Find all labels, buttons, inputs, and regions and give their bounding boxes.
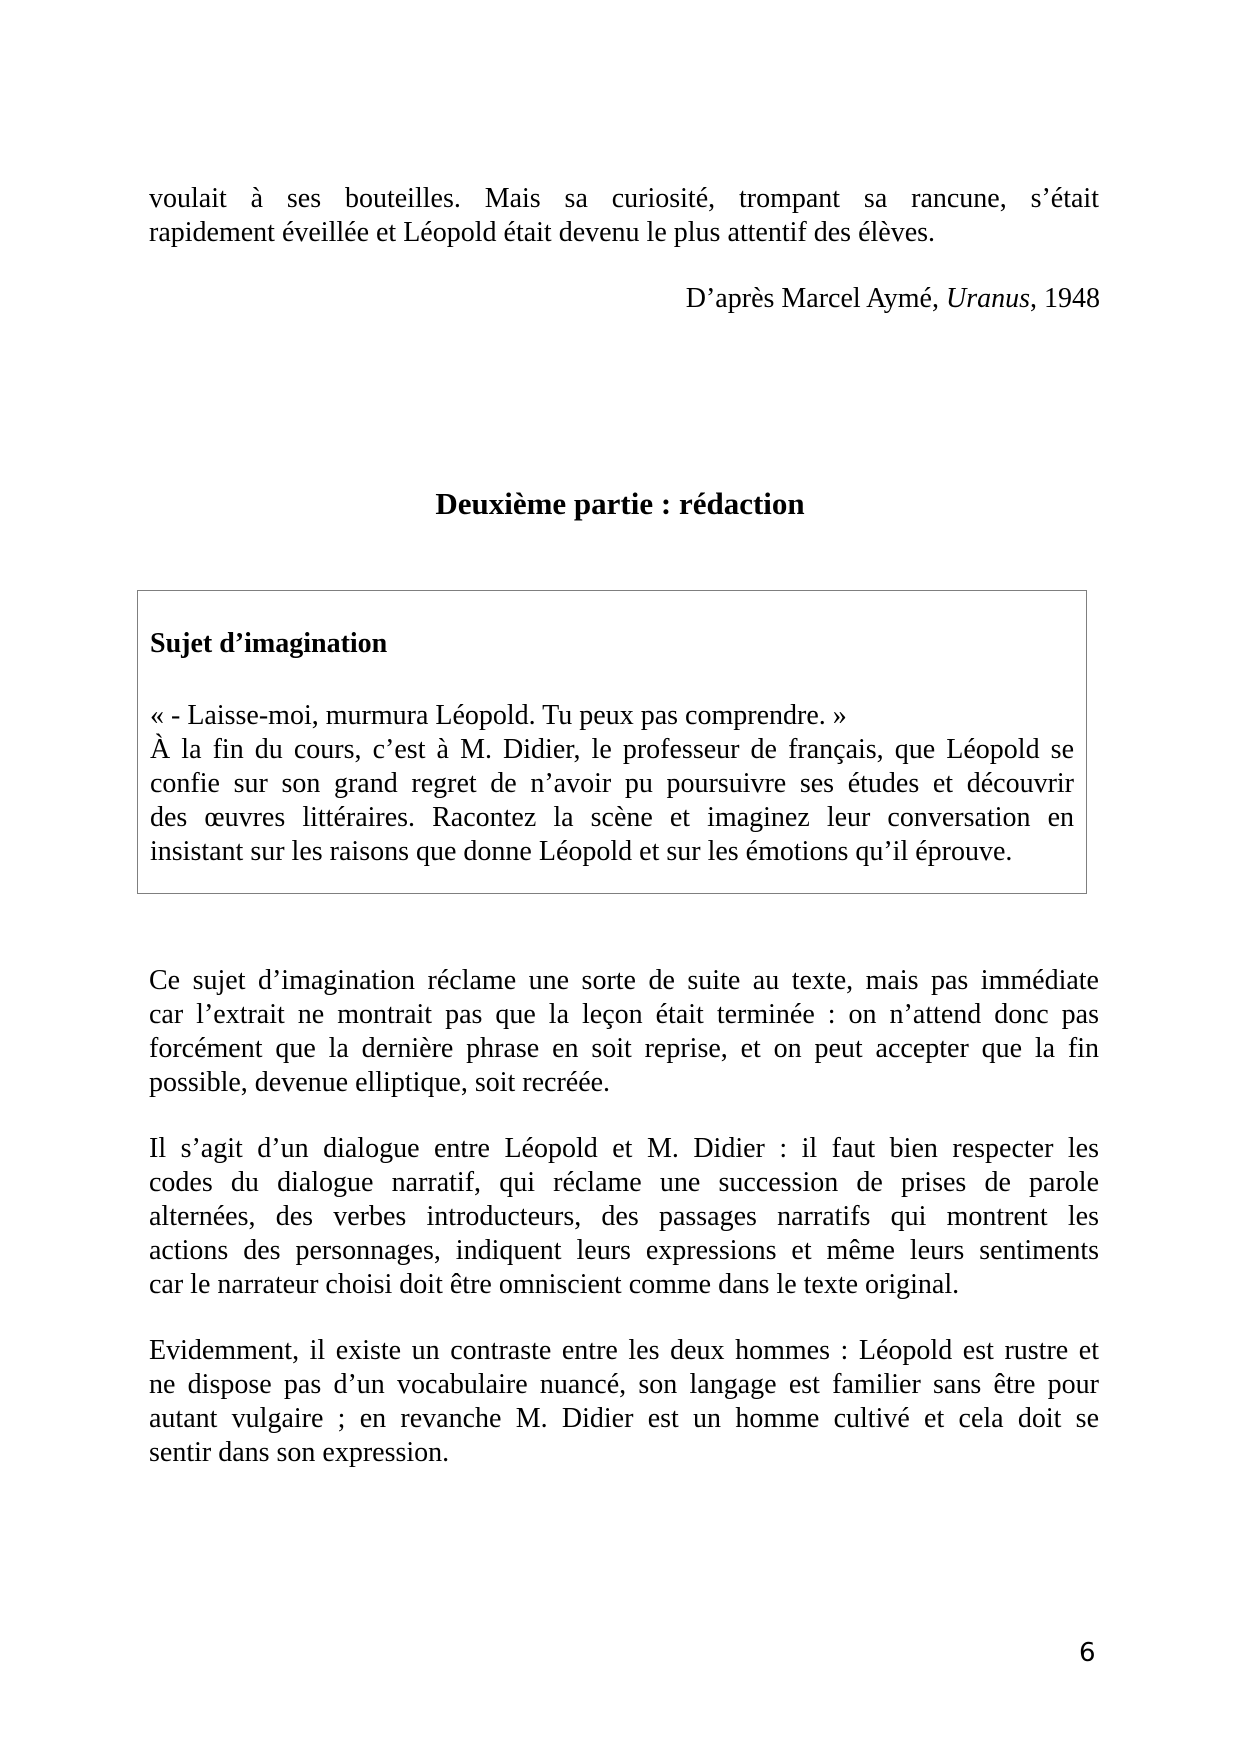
subject-title: Sujet d’imagination [150,628,388,659]
text-line: Evidemment, il existe un contraste entre les deux hommes : Léopold est rustre et [149,1335,1099,1366]
source-citation [686,282,1100,316]
text-line: Ce sujet d’imagination réclame une sorte de suite au texte, mais pas immédiate [149,965,1099,996]
subject-line: des œuvres littéraires. Racontez la scène et imaginez leur conversation en [150,802,1074,833]
page-number: 6 [1079,1638,1096,1668]
subject-line: « - Laisse-moi, murmura Léopold. Tu peux pas comprendre. » [150,700,847,731]
subject-line: À la fin du cours, c’est à M. Didier, le professeur de français, que Léopold se [150,734,1074,765]
intro-paragraph [149,182,1099,250]
commentary-paragraph-2 [149,1132,1099,1302]
text-line: possible, devenue elliptique, soit recréée. [149,1067,611,1098]
text-line: car l’extrait ne montrait pas que la leçon était terminée : on n’attend donc pas [149,999,1099,1030]
text-line: voulait à ses bouteilles. Mais sa curiosité, trompant sa rancune, s’était [149,183,1099,214]
subject-box [137,590,1087,894]
subject-line: confie sur son grand regret de n’avoir pu poursuivre ses études et découvrir [150,768,1074,799]
text-line: actions des personnages, indiquent leurs expressions et même leurs sentiments [149,1235,1099,1266]
text-line: forcément que la dernière phrase en soit reprise, et on peut accepter que la fin [149,1033,1099,1064]
text-line: Il s’agit d’un dialogue entre Léopold et M. Didier : il faut bien respecter les [149,1133,1099,1164]
text-line: rapidement éveillée et Léopold était devenu le plus attentif des élèves. [149,217,936,248]
text-line: sentir dans son expression. [149,1437,450,1468]
commentary-paragraph-3 [149,1334,1099,1470]
text-line: codes du dialogue narratif, qui réclame une succession de prises de parole [149,1167,1099,1198]
citation-year: , 1948 [1030,283,1100,314]
citation-prefix: D’après Marcel Aymé, [685,283,946,314]
subject-line: insistant sur les raisons que donne Léopold et sur les émotions qu’il éprouve. [150,836,1013,867]
subject-body [150,699,1074,869]
text-line: ne dispose pas d’un vocabulaire nuancé, son langage est familier sans être pour [149,1369,1099,1400]
section-title: Deuxième partie : rédaction [435,486,805,521]
text-line: car le narrateur choisi doit être omniscient comme dans le texte original. [149,1269,960,1300]
citation-work-title: Uranus [945,283,1030,314]
text-line: alternées, des verbes introducteurs, des passages narratifs qui montrent les [149,1201,1099,1232]
text-line: autant vulgaire ; en revanche M. Didier est un homme cultivé et cela doit se [149,1403,1099,1434]
commentary-paragraph-1 [149,964,1099,1100]
